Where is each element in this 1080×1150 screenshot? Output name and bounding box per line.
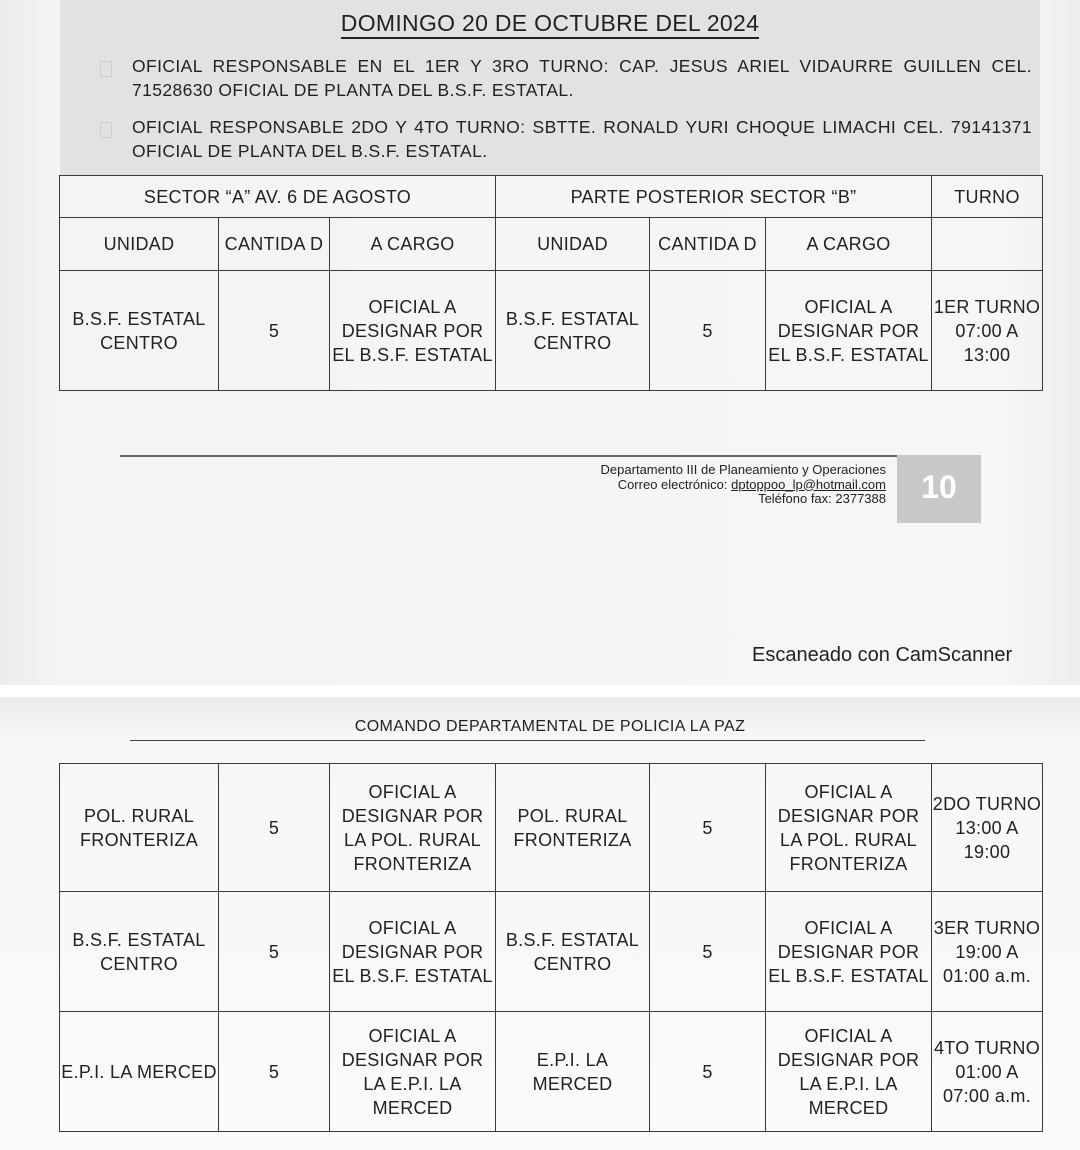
sector-a-header: SECTOR “A” AV. 6 DE AGOSTO [60,176,496,218]
col-header-unidad: UNIDAD [60,218,219,271]
cantidad-cell: 5 [219,1012,330,1132]
unidad-cell: POL. RURAL FRONTERIZA [60,764,219,892]
unidad-cell: E.P.I. LA MERCED [60,1012,219,1132]
bullet-checkbox-icon [100,122,112,138]
cargo-cell: OFICIAL A DESIGNAR POR LA E.P.I. LA MERCED [330,1012,496,1132]
schedule-table-page2 [59,763,1043,1132]
footer-divider [120,455,898,457]
turno-cell: 1ER TURNO 07:00 A 13:00 [932,271,1043,391]
col-header-cargo: A CARGO [330,218,496,271]
table-row [60,1012,1043,1132]
footer-email-link[interactable]: dptoppoo_lp@hotmail.com [731,476,886,492]
turno-cell: 2DO TURNO 13:00 A 19:00 [932,764,1043,892]
cantidad-cell: 5 [219,892,330,1012]
turno-header-empty [932,218,1043,271]
document-date-title: DOMINGO 20 DE OCTUBRE DEL 2024 [0,10,1080,37]
cantidad-cell: 5 [650,764,766,892]
footer-email-line [540,478,886,493]
col-header-cantidad: CANTIDA D [219,218,330,271]
officer-responsible-2: OFICIAL RESPONSABLE 2DO Y 4TO TURNO: SBTTE. RONALD YURI CHOQUE LIMACHI CEL. 79141371 OFICIAL DE PLANTA DEL B.S.F. ESTATAL. [132,117,1032,161]
cargo-cell: OFICIAL A DESIGNAR POR EL B.S.F. ESTATAL [766,892,932,1012]
cantidad-cell: 5 [650,271,766,391]
page-gap [0,685,1080,697]
col-header-cantidad: CANTIDA D [650,218,766,271]
unidad-cell: B.S.F. ESTATAL CENTRO [496,892,650,1012]
unidad-cell: POL. RURAL FRONTERIZA [496,764,650,892]
cargo-cell: OFICIAL A DESIGNAR POR LA POL. RURAL FRONTERIZA [766,764,932,892]
scanner-watermark: Escaneado con CamScanner [752,644,1013,666]
turno-cell: 4TO TURNO 01:00 A 07:00 a.m. [932,1012,1043,1132]
page2-header-divider [130,740,925,741]
unidad-cell: E.P.I. LA MERCED [496,1012,650,1132]
page2-header: COMANDO DEPARTAMENTAL DE POLICIA LA PAZ [354,718,746,735]
cargo-cell: OFICIAL A DESIGNAR POR EL B.S.F. ESTATAL [766,271,932,391]
col-header-cargo: A CARGO [766,218,932,271]
page-number: 10 [921,469,957,505]
footer-email-label: Correo electrónico: [617,476,728,492]
officer-responsible-1: OFICIAL RESPONSABLE EN EL 1ER Y 3RO TURNO: CAP. JESUS ARIEL VIDAURRE GUILLEN CEL. 71528630 OFICIAL DE PLANTA DEL B.S.F. ESTATAL. [132,56,1032,100]
cargo-cell: OFICIAL A DESIGNAR POR EL B.S.F. ESTATAL [330,892,496,1012]
schedule-table-page1 [59,175,1043,391]
footer-phone: Teléfono fax: 2377388 [758,491,886,506]
col-header-unidad: UNIDAD [496,218,650,271]
cargo-cell: OFICIAL A DESIGNAR POR LA E.P.I. LA MERCED [766,1012,932,1132]
footer-department: Departamento III de Planeamiento y Operaciones [600,462,886,477]
unidad-cell: B.S.F. ESTATAL CENTRO [60,271,219,391]
cargo-cell: OFICIAL A DESIGNAR POR LA POL. RURAL FRONTERIZA [330,764,496,892]
cargo-cell: OFICIAL A DESIGNAR POR EL B.S.F. ESTATAL [330,271,496,391]
table-row [60,892,1043,1012]
turno-cell: 3ER TURNO 19:00 A 01:00 a.m. [932,892,1043,1012]
turno-header: TURNO [932,176,1043,218]
footer-contact [540,463,886,507]
unidad-cell: B.S.F. ESTATAL CENTRO [60,892,219,1012]
sector-b-header: PARTE POSTERIOR SECTOR “B” [496,176,932,218]
page-number-box [897,455,981,523]
table-row [60,271,1043,391]
cantidad-cell: 5 [650,1012,766,1132]
cantidad-cell: 5 [650,892,766,1012]
cantidad-cell: 5 [219,764,330,892]
bullet-checkbox-icon [100,61,112,77]
table-row [60,764,1043,892]
unidad-cell: B.S.F. ESTATAL CENTRO [496,271,650,391]
cantidad-cell: 5 [219,271,330,391]
